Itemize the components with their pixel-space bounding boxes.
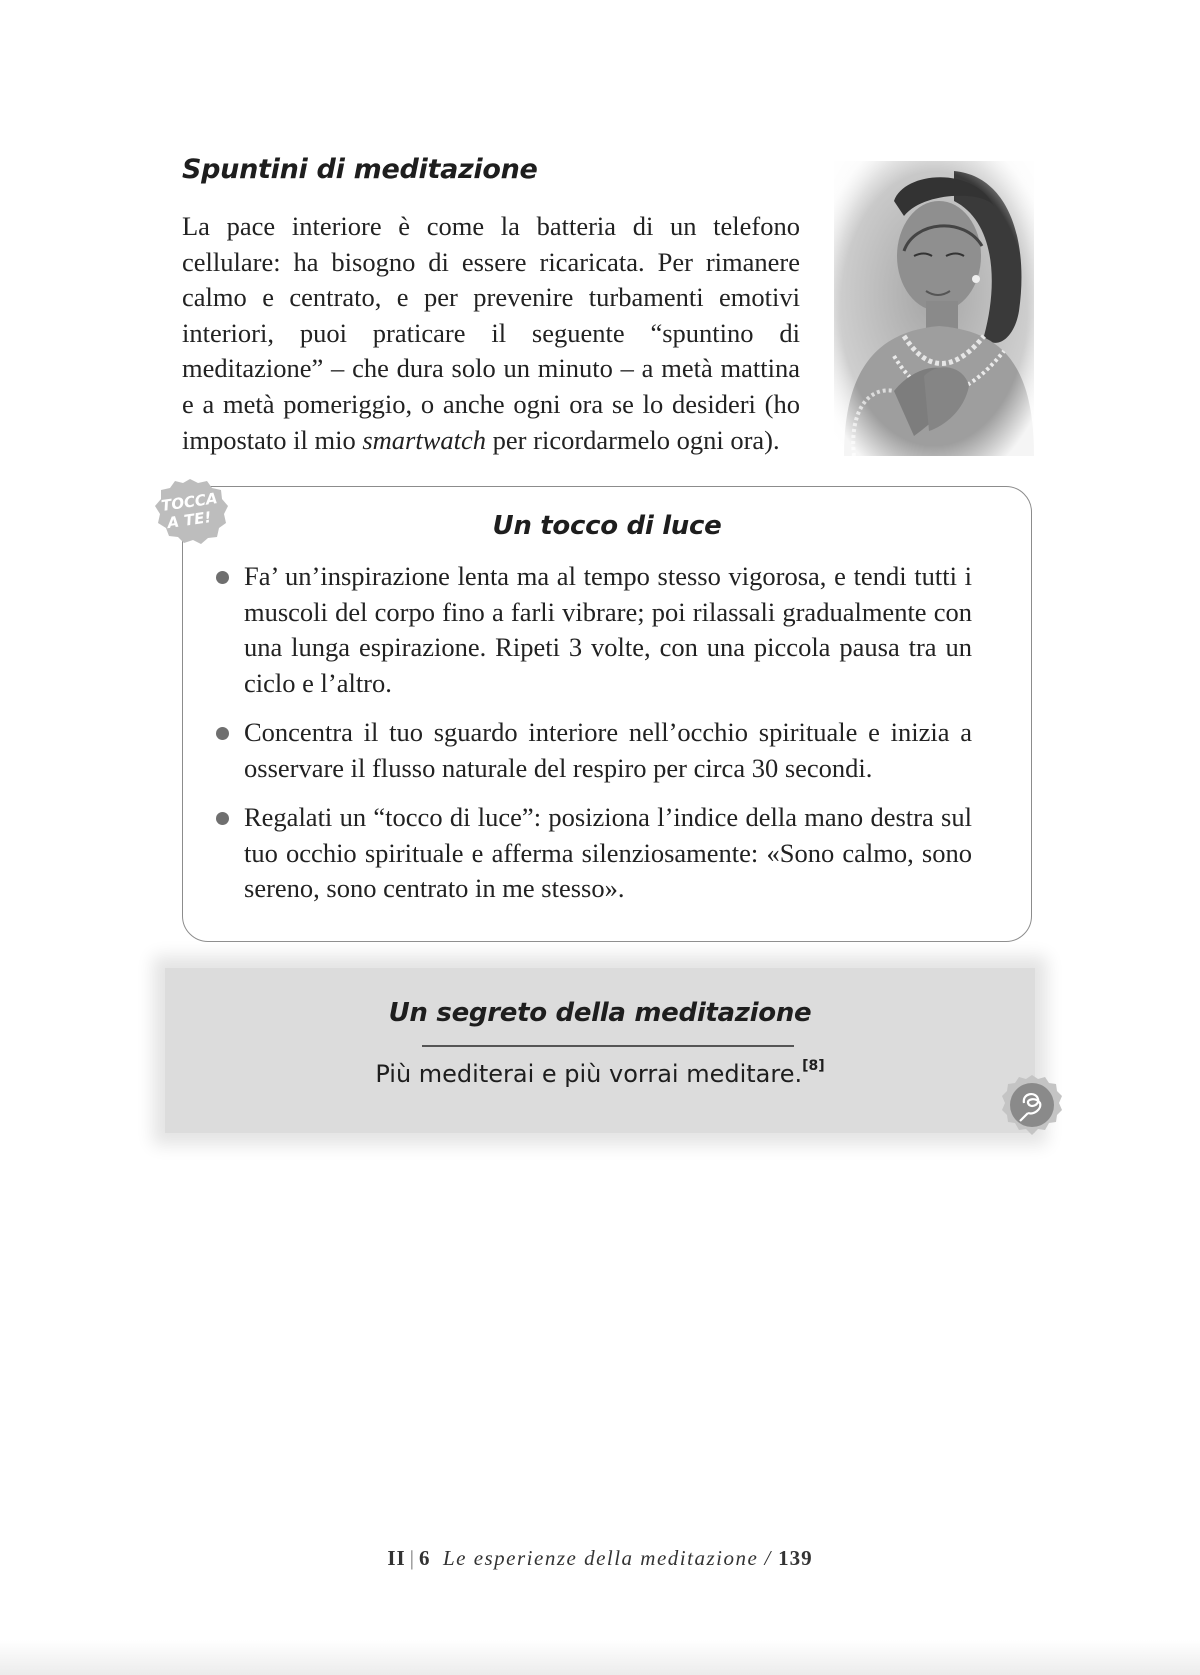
secret-quote-text: Più mediterai e più vorrai meditare. [375,1060,803,1088]
bullet-icon [216,727,229,740]
exercise-title: Un tocco di luce [492,511,722,541]
secret-panel [165,968,1035,1133]
exercise-step-3: Regalati un “tocco di luce”: posiziona l’indice della mano destra sul tuo occhio spirituale e afferma silenziosamente: «Sono calmo, sono sereno, sono centrato in me stesso». [244,802,972,904]
bullet-icon [216,571,229,584]
page-number: 139 [778,1546,813,1570]
exercise-step-1: Fa’ un’inspirazione lenta ma al tempo stesso vigorosa, e tendi tutti i muscoli del corpo fino a farli vibrare; poi rilassali gradualmente con una lunga espirazione. Ripeti 3 volte, con una piccola pausa tra un ciclo e l’altro. [244,561,972,698]
exercise-step-2: Concentra il tuo sguardo interiore nell’occhio spirituale e inizia a osservare il flusso naturale del respiro per circa 30 secondi. [244,717,972,783]
footnote-marker: [8] [802,1058,825,1074]
footer-chapter-title: Le esperienze della meditazione [442,1546,759,1570]
secret-divider [422,1045,794,1047]
bullet-icon [216,812,229,825]
footer-part: II [387,1546,406,1570]
footer-chapter: 6 [418,1546,431,1570]
intro-emphasis: smartwatch [362,424,487,455]
meditating-woman-photo [834,161,1034,456]
section-title: Spuntini di meditazione [182,154,538,185]
footer-slash: / [764,1546,772,1570]
secret-quote [165,1058,1035,1088]
page-bottom-edge [0,1640,1200,1675]
intro-text: La pace interiore è come la batteria di un telefono cellulare: ha bisogno di essere ricaricata. Per rimanere calmo e centrato, e per prevenire turbamenti emotivi interiori, puoi praticare il seguente “spuntino di meditazione” – che dura solo un minuto – a metà mattina e a metà pomeriggio, o anche ogni ora se lo desideri (ho impostato il mio [182,211,800,455]
secret-title: Un segreto della meditazione [388,998,812,1028]
badge-line-1: TOCCA [160,489,219,515]
meditation-seal-icon [1000,1073,1064,1137]
page-footer: II | 6 Le esperienze della meditazione / 139 [387,1546,813,1570]
badge-line-2: A TE! [166,508,213,533]
intro-paragraph [182,209,800,458]
intro-text-end: per ricordarmelo ogni ora). [486,424,780,455]
